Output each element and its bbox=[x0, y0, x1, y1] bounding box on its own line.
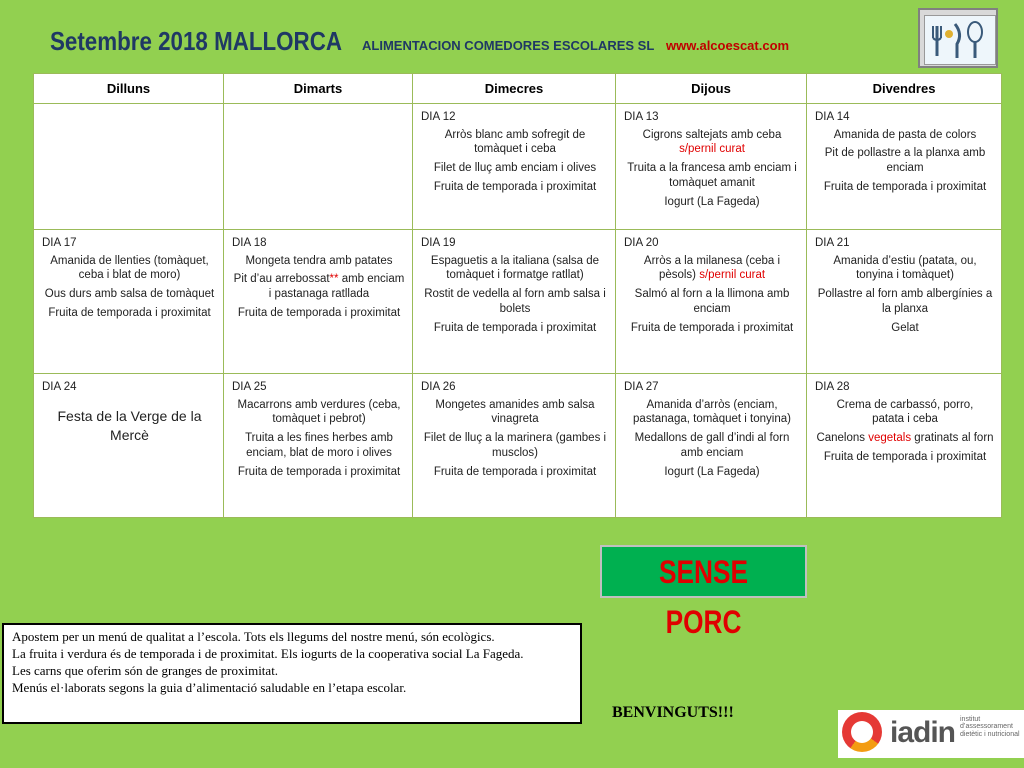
dessert: Fruita de temporada i proximitat bbox=[48, 306, 211, 319]
header-row bbox=[34, 74, 1002, 104]
second-course: Rostit de vedella al forn amb salsa i bolets bbox=[424, 288, 606, 315]
second-course bbox=[232, 272, 406, 301]
no-pork-note: s/pernil curat bbox=[679, 143, 745, 156]
col-header-wednesday: Dimecres bbox=[413, 74, 616, 104]
col-header-tuesday: Dimarts bbox=[224, 74, 413, 104]
ring-logo-icon bbox=[842, 712, 882, 752]
first-course: Arròs blanc amb sofregit de tomàquet i ceba bbox=[444, 128, 586, 156]
day-cell bbox=[616, 374, 807, 518]
note-line: La fruita i verdura és de temporada i de proximitat. Els iogurts de la cooperativa social La Fageda. bbox=[12, 645, 524, 661]
dish-text: Pit d’au arrebossat bbox=[233, 273, 330, 286]
day-number: DIA 20 bbox=[624, 237, 659, 249]
day-cell bbox=[34, 230, 224, 374]
first-course bbox=[624, 128, 800, 157]
dessert: Fruita de temporada i proximitat bbox=[433, 465, 597, 478]
dish-text: Cigrons saltejats amb ceba bbox=[642, 128, 782, 141]
day-cell bbox=[413, 104, 616, 230]
day-number: DIA 26 bbox=[421, 381, 456, 393]
day-number: DIA 27 bbox=[624, 381, 659, 393]
day-number: DIA 18 bbox=[232, 237, 267, 249]
dessert: Fruita de temporada i proximitat bbox=[433, 180, 597, 193]
week-row bbox=[34, 230, 1002, 374]
day-number: DIA 24 bbox=[42, 381, 77, 393]
second-course: Truita a les fines herbes amb enciam, blat de moro i olives bbox=[245, 432, 393, 459]
second-course: Pollastre al forn amb albergínies a la planxa bbox=[817, 288, 993, 315]
note-line: Les carns que oferim són de granges de proximitat. bbox=[12, 662, 279, 678]
dish-text: Arròs a la milanesa (ceba i pèsols) bbox=[643, 254, 781, 282]
day-number: DIA 14 bbox=[815, 111, 850, 123]
dessert: Fruita de temporada i proximitat bbox=[237, 306, 401, 319]
dish-text: Canelons bbox=[816, 432, 869, 445]
dessert: Fruita de temporada i proximitat bbox=[823, 450, 987, 463]
dessert: Iogurt (La Fageda) bbox=[664, 195, 760, 208]
dish-text: patata i ceba bbox=[872, 413, 938, 426]
dessert: Iogurt (La Fageda) bbox=[664, 465, 760, 478]
menu-table bbox=[33, 73, 1002, 518]
first-course bbox=[624, 254, 800, 283]
empty-cell bbox=[224, 104, 413, 230]
second-course: Pit de pollastre a la planxa amb enciam bbox=[824, 147, 986, 175]
second-course: Filet de lluç a la marinera (gambes i musclos) bbox=[423, 432, 607, 459]
website-link[interactable]: www.alcoescat.com bbox=[666, 38, 790, 53]
day-number: DIA 21 bbox=[815, 237, 850, 249]
dessert: Fruita de temporada i proximitat bbox=[433, 321, 597, 334]
col-header-thursday: Dijous bbox=[616, 74, 807, 104]
day-cell bbox=[616, 104, 807, 230]
day-number: DIA 13 bbox=[624, 111, 659, 123]
day-cell bbox=[413, 374, 616, 518]
first-course: Amanida d’arròs (enciam, pastanaga, tomàquet i tonyina) bbox=[633, 398, 791, 426]
first-course: Amanida de pasta de colors bbox=[833, 128, 977, 141]
col-header-friday: Divendres bbox=[807, 74, 1002, 104]
page-header bbox=[50, 26, 790, 57]
first-course bbox=[815, 398, 995, 427]
week-row bbox=[34, 104, 1002, 230]
cutlery-logo bbox=[918, 8, 998, 68]
dessert: Fruita de temporada i proximitat bbox=[237, 465, 401, 478]
day-cell bbox=[34, 374, 224, 518]
day-cell bbox=[807, 374, 1002, 518]
empty-cell bbox=[34, 104, 224, 230]
first-course: Amanida de llenties (tomàquet, ceba i blat de moro) bbox=[50, 254, 209, 282]
second-course bbox=[815, 431, 995, 446]
dish-text: amb enciam i pastanaga ratllada bbox=[268, 273, 405, 301]
note-line: Menús el·laborats segons la guia d’alimentació saludable en l’etapa escolar. bbox=[12, 679, 407, 695]
page-title: Setembre 2018 MALLORCA bbox=[50, 26, 343, 56]
first-course: Mongetes amanides amb salsa vinagreta bbox=[435, 398, 595, 426]
day-cell bbox=[224, 374, 413, 518]
day-number: DIA 28 bbox=[815, 381, 850, 393]
week-row bbox=[34, 374, 1002, 518]
note-line: Apostem per un menú de qualitat a l’escola. Tots els llegums del nostre menú, són ecològics. bbox=[12, 629, 495, 644]
badge-label: SENSE PORC bbox=[659, 554, 748, 640]
second-course: Filet de lluç amb enciam i olives bbox=[433, 162, 597, 175]
logo-subtitle: institut d’assessorament dietètic i nutricional bbox=[960, 716, 1020, 738]
day-number: DIA 25 bbox=[232, 381, 267, 393]
day-cell bbox=[413, 230, 616, 374]
first-course: Espaguetis a la italiana (salsa de tomàquet i formatge ratllat) bbox=[430, 254, 600, 282]
dessert: Fruita de temporada i proximitat bbox=[630, 321, 794, 334]
cutlery-icon bbox=[924, 15, 996, 65]
vegetarian-note: vegetals bbox=[868, 432, 912, 445]
holiday-label: Festa de la Verge de la Mercè bbox=[57, 407, 202, 443]
day-number: DIA 19 bbox=[421, 237, 456, 249]
dessert: Gelat bbox=[891, 321, 919, 334]
day-cell bbox=[807, 104, 1002, 230]
second-course: Medallons de gall d’indi al forn amb enciam bbox=[634, 432, 790, 459]
second-course: Truita a la francesa amb enciam i tomàquet amanit bbox=[627, 162, 797, 189]
iadin-logo bbox=[838, 710, 1024, 758]
info-note bbox=[2, 623, 582, 724]
logo-word: iadin bbox=[890, 716, 956, 749]
day-number: DIA 12 bbox=[421, 111, 456, 123]
dish-text: Crema de carbassó, porro, bbox=[836, 398, 974, 411]
second-course: Ous durs amb salsa de tomàquet bbox=[44, 288, 215, 301]
first-course: Mongeta tendra amb patates bbox=[245, 254, 393, 267]
allergen-mark: ** bbox=[329, 273, 339, 286]
no-pork-note: s/pernil curat bbox=[699, 269, 766, 282]
company-name: ALIMENTACION COMEDORES ESCOLARES SL bbox=[362, 38, 655, 53]
day-number: DIA 17 bbox=[42, 237, 77, 249]
col-header-monday: Dilluns bbox=[34, 74, 224, 104]
first-course: Macarrons amb verdures (ceba, tomàquet i pebrot) bbox=[237, 398, 401, 426]
second-course: Salmó al forn a la llimona amb enciam bbox=[634, 288, 790, 315]
day-cell bbox=[224, 230, 413, 374]
first-course: Amanida d’estiu (patata, ou, tonyina i tomàquet) bbox=[833, 254, 977, 282]
dish-text: gratinats al forn bbox=[911, 432, 994, 445]
day-cell bbox=[807, 230, 1002, 374]
day-cell bbox=[616, 230, 807, 374]
no-pork-badge bbox=[600, 545, 807, 640]
dessert: Fruita de temporada i proximitat bbox=[823, 180, 987, 193]
welcome-text: BENVINGUTS!!! bbox=[612, 704, 734, 721]
